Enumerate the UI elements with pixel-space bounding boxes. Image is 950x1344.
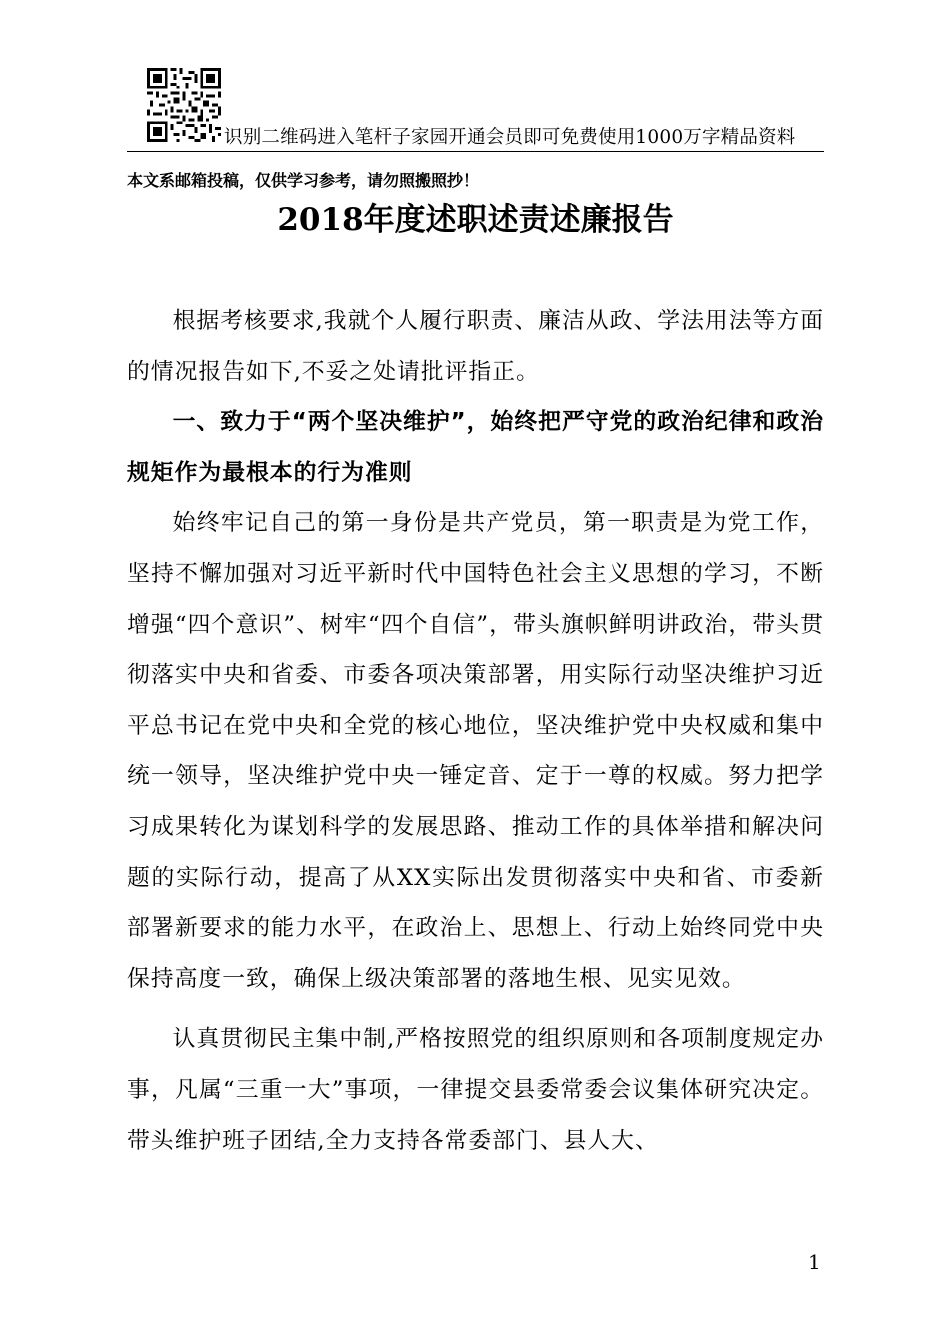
paragraph-intro: 根据考核要求,我就个人履行职责、廉洁从政、学法用法等方面的情况报告如下,不妥之处请批评指正。	[127, 308, 824, 385]
paragraph-body: 始终牢记自己的第一身份是共产党员，第一职责是为党工作，坚持不懈加强对习近平新时代中国特色社会主义思想的学习，不断增强“四个意识”、树牢“四个自信”，带头旗帜鲜明讲政治，带头贯彻落实中央和省委、市委各项决策部署，用实际行动坚决维护习近平总书记在党中央和全党的核心地位，坚决维护党中央权威和集中统一领导，坚决维护党中央一锤定音、定于一尊的权威。努力把学习成果转化为谋划科学的发展思路、推动工作的具体举措和解决问题的实际行动，提高了从XX实际出发贯彻落实中央和省、市委新部署新要求的能力水平，在政治上、思想上、行动上始终同党中央保持高度一致，确保上级决策部署的落地生根、见实见效。	[127, 510, 824, 992]
page-number: 1	[808, 1250, 821, 1274]
submission-notice: 本文系邮箱投稿，仅供学习参考，请勿照搬照抄！	[127, 171, 480, 190]
document-body	[127, 296, 824, 1166]
paragraph-body: 认真贯彻民主集中制,严格按照党的组织原则和各项制度规定办事，凡属“三重一大”事项，一律提交县委常委会议集体研究决定。带头维护班子团结,全力支持各常委部门、县人大、	[127, 1026, 824, 1154]
qr-code-icon	[147, 68, 221, 142]
section-heading-1: 一、致力于“两个坚决维护”，始终把严守党的政治纪律和政治规矩作为最根本的行为准则	[127, 409, 824, 486]
header-promo-text: 识别二维码进入笔杆子家园开通会员即可免费使用1000万字精品资料	[224, 127, 796, 148]
header-divider	[127, 151, 824, 152]
document-title: 2018年度述职述责述廉报告	[277, 202, 674, 238]
